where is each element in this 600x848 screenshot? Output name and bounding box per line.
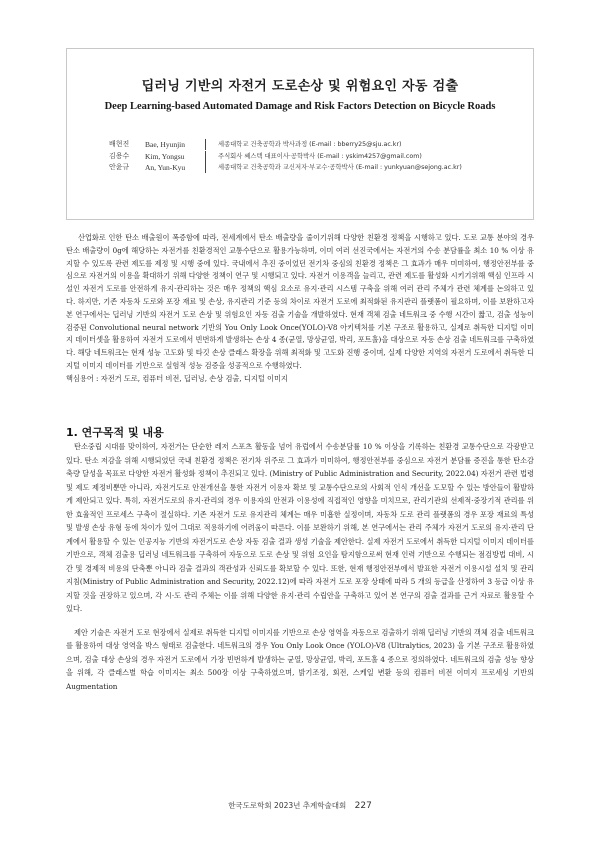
author-row (109, 151, 509, 163)
section-heading: 1. 연구목적 및 내용 (66, 426, 164, 439)
conference-name: 한국도로학회 2023년 추계학술대회 (228, 801, 347, 810)
paper-title-english: Deep Learning-based Automated Damage and Risk Factors Detection on Bicycle Roads (104, 101, 496, 112)
author-affiliation: 주식회사 쎄스텍 대표이사·공학박사 (E-mail : yskim4257@gmail.com) (218, 152, 422, 160)
abstract-text: 산업화로 인한 탄소 배출원이 폭증함에 따라, 전세계에서 탄소 배출량을 줄이기위해 다양한 친환경 정책을 시행하고 있다. 도로 교통 분야의 경우 탄소 배출량이 0g에 해당하는 자전거를 친환경적인 교통수단으로 활용가능하며, 이미 여러 선진국에서는 자전거의 수송 분담률을 최소 10 % 이상 유지할 수 있도록 관련 제도를 제정 및 시행 중에 있다. 국내에서 추진 중이었던 전기차 중심의 친환경 정책은 그 효과가 매우 미미하여, 행정안전부를 중심으로 자전거의 이용을 확대하기 위해 다양한 정책이 연구 및 시행되고 있다. 자전거 이용객을 늘리고, 관련 제도를 활성화 시키기위해 핵심 인프라 시설인 자전거 도로를 안전하게 유지·관리하는 것은 매우 정책의 핵심 요소로 유지·관리 시스템 구축을 위해 여러 관리 주체가 관련 체계를 논의하고 있다. 하지만, 기존 자동차 도로와 포장 재료 및 손상, 유지관리 기준 등의 차이로 자전거 도로에 최적화된 유지관리 플랫폼이 필요하며, 이를 보완하고자 본 연구에서는 딥러닝 기반의 자전거 도로 손상 및 위험요인 자동 검출 기술을 개발하였다. 현재 객체 검출 네트워크 중 수행 시간이 짧고, 검출 성능이 검증된 Convolutional neural network 기반의 You Only Look Once(YOLO)-V8 아키텍처를 기본 구조로 활용하고, 실제로 취득한 디지털 이미지 데이터셋을 활용하여 자전거 도로에서 빈번하게 발생하는 손상 4 종(균열, 망상균열, 박리, 포트홀)을 대상으로 자동 손상 검출 네트워크를 구축하였다. 해당 네트워크는 현재 성능 고도화 및 타깃 손상 클래스 확장을 위해 최적화 및 고도화 진행 중이며, 실제 다양한 지역의 자전거 도로에서 취득한 디지털 이미지 데이터를 기반으로 실험적 성능 검증을 성공적으로 수행하였다. (66, 233, 534, 370)
author-name-korean: 안윤규 (109, 163, 130, 171)
author-affiliation: 세종대학교 건축공학과 교신저자·부교수·공학박사 (E-mail : yunkyuan@sejong.ac.kr) (218, 164, 462, 171)
keywords: 핵심용어 : 자전거 도로, 컴퓨터 비전, 딥러닝, 손상 검출, 디지털 이미지 (66, 373, 288, 383)
author-divider (205, 162, 218, 173)
author-name-korean: 김용수 (109, 151, 130, 160)
author-divider (205, 139, 218, 150)
author-name-english: Kim, Yongsu (145, 151, 185, 161)
body-paragraph: 탄소중립 시대를 맞이하여, 자전거는 단순한 레저 스포츠 활동을 넘어 유럽에서 수송분담률 10 % 이상을 기록하는 친환경 교통수단으로 각광받고 있다. 탄소 저감을 위해 시행되었던 국내 친환경 정책은 전기차 위주로 그 효과가 미미하여, 행정안전부를 중심으로 자전거 분담률 증진을 통한 탄소감축량 달성을 목표로 다양한 자전거 활성화 정책이 추진되고 있다. (Ministry of Public Administration and Security, 2022.04) 자전거 관련 법령 및 제도 제정비뿐만 아니라, 자전거도로 안전개선을 통한 자전거 이용자 확보 및 교통수단으로의 사회적 인식 개선을 도모할 수 있는 방안들이 활발하게 제안되고 있다. 특히, 자전거도로의 유지·관리의 경우 이용자의 안전과 이용성에 직접적인 영향을 미치므로, 관리기관의 선제적·중장기적 관리를 위한 효율적인 프로세스 구축이 절실하다. 기존 자전거 도로 유지관리 체계는 매우 미흡한 실정이며, 자동차 도로 관리 플랫폼의 경우 포장 재료의 특성 및 발생 손상 유형 등에 차이가 있어 그대로 적용하기에 어려움이 따른다. 이를 보완하기 위해, 본 연구에서는 관리 주체가 자전거 도로의 유지·관리 단계에서 활용할 수 있는 인공지능 기반의 자전거도로 손상 자동 검출 결과 생성 기술을 제안한다. 실제 자전거 도로에서 취득한 디지털 이미지 데이터를 기반으로, 객체 검출용 딥러닝 네트워크를 구축하여 자동으로 도로 손상 및 위험 요인을 탐지함으로써 현재 인력 기반으로 수행되는 점검방법 대비, 시간 및 경제적 비용의 단축뿐 아니라 검출 결과의 객관성과 신뢰도를 확보할 수 있다. 또한, 현재 행정안전부에서 발표한 자전거 이용시설 설치 및 관리 지침(Ministry of Public Administration and Security, 2022.12)에 따라 자전거 도로 포장 상태에 따라 5 개의 등급을 산정하여 3 등급 이상 유지할 것을 권장하고 있으며, 각 시·도 관리 주체는 이를 위해 다양한 유지·관리 수립안을 구축하고 있어 본 연구의 검출 결과를 근거 자료로 활용할 수 있다. (66, 442, 534, 613)
author-name-english: Bae, Hyunjin (145, 140, 185, 149)
body-paragraph: 제안 기술은 자전거 도로 현장에서 실제로 취득한 디지털 이미지를 기반으로 손상 영역을 자동으로 검출하기 위해 딥러닝 기반의 객체 검출 네트워크를 활용하여 대상 영역을 박스 형태로 검출한다. 네트워크의 경우 You Only Look Once (YOLO)-V8 (Ultralytics, 2023) 을 기본 구조로 활용하였으며, 검출 대상 손상의 경우 자전거 도로에서 가장 빈번하게 발생하는 균열, 망상균열, 박리, 포트홀 4 종으로 정의하였다. 네트워크의 검출 성능 향상을 위해, 각 클래스별 학습 이미지는 최소 500장 이상 구축하였으며, 밝기조정, 회전, 스케일 변환 등의 컴퓨터 비전 이미지 프로세싱 기반의 Augmentation (66, 627, 535, 691)
abstract (66, 232, 534, 386)
author-list (109, 139, 509, 174)
author-row (109, 139, 509, 151)
author-name-english: An, Yun-Kyu (145, 163, 186, 172)
author-name-korean: 배현진 (109, 140, 130, 148)
page-footer (0, 800, 600, 811)
page-number: 227 (354, 801, 372, 811)
body-text (66, 440, 534, 693)
title-box (66, 48, 534, 220)
author-affiliation: 세종대학교 건축공학과 박사과정 (E-mail : bberry25@sju.ac.kr) (218, 141, 402, 148)
author-divider (205, 151, 218, 162)
author-row (109, 162, 509, 174)
paper-title-korean: 딥러닝 기반의 자전거 도로손상 및 위험요인 자동 검출 (141, 79, 459, 94)
